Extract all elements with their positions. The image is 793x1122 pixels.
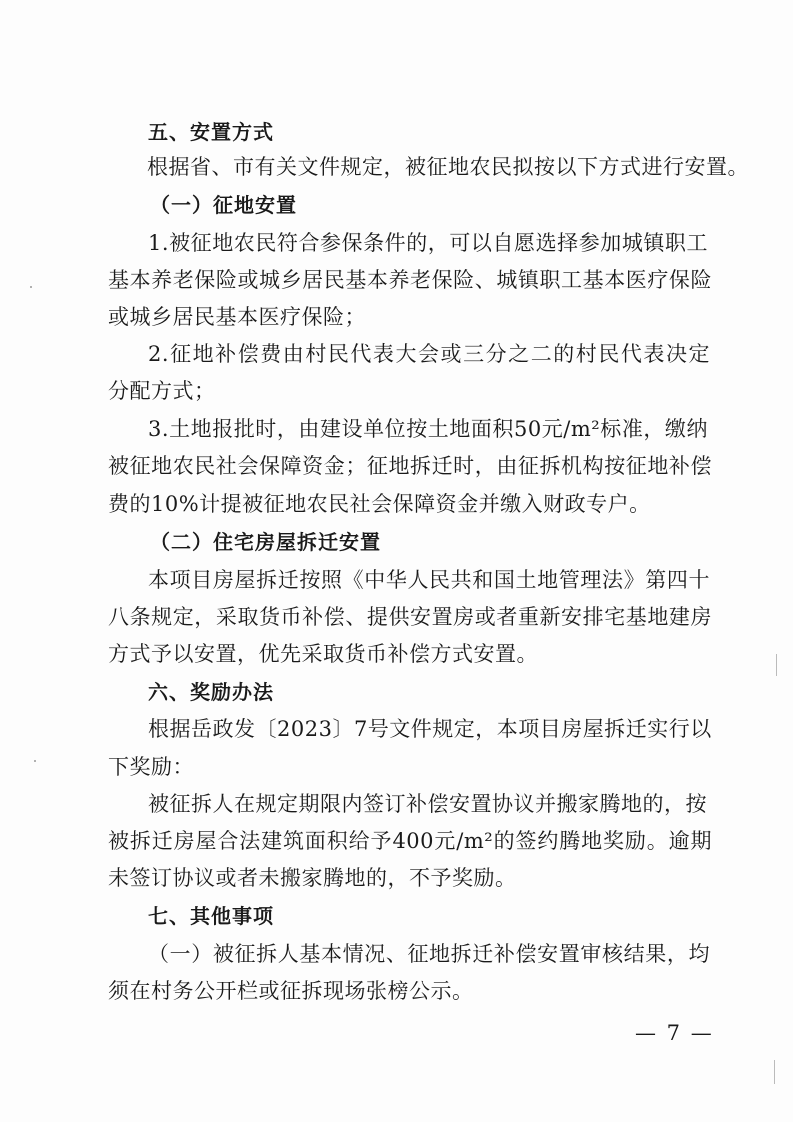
paragraph-line: 被拆迁房屋合法建筑面积给予400元/m²的签约腾地奖励。逾期 — [108, 829, 712, 853]
paragraph-line: 八条规定，采取货币补偿、提供安置房或者重新安排宅基地建房 — [108, 605, 712, 629]
paragraph-line: （一）被征拆人基本情况、征地拆迁补偿安置审核结果，均 — [148, 942, 710, 966]
paragraph-line: 根据省、市有关文件规定，被征地农民拟按以下方式进行安置。 — [147, 155, 749, 179]
paragraph-line: 方式予以安置，优先采取货币补偿方式安置。 — [108, 642, 538, 666]
paragraph-line: 根据岳政发〔2023〕7号文件规定，本项目房屋拆迁实行以 — [148, 717, 712, 741]
subsection-heading-house-demolition: （二）住宅房屋拆迁安置 — [150, 530, 381, 554]
scan-speck — [34, 760, 36, 762]
paragraph-line: 2.征地补偿费由村民代表大会或三分之二的村民代表决定 — [148, 342, 710, 366]
scan-edge-mark — [774, 1060, 775, 1084]
section-heading-resettlement: 五、安置方式 — [148, 120, 274, 144]
paragraph-line: 基本养老保险或城乡居民基本养老保险、城镇职工基本医疗保险 — [108, 268, 712, 292]
scan-speck — [30, 286, 32, 288]
paragraph-line: 被征拆人在规定期限内签订补偿安置协议并搬家腾地的，按 — [148, 792, 707, 816]
paragraph-line: 未签订协议或者未搬家腾地的，不予奖励。 — [108, 866, 517, 890]
paragraph-line: 分配方式； — [108, 379, 216, 403]
scan-edge-mark — [776, 654, 777, 676]
subsection-heading-land-resettlement: （一）征地安置 — [150, 193, 297, 217]
paragraph-line: 本项目房屋拆迁按照《中华人民共和国土地管理法》第四十 — [148, 568, 710, 592]
section-heading-other-matters: 七、其他事项 — [148, 904, 274, 928]
paragraph-line: 3.土地报批时，由建设单位按土地面积50元/m²标准，缴纳 — [148, 417, 708, 441]
paragraph-line: 须在村务公开栏或征拆现场张榜公示。 — [108, 979, 474, 1003]
paragraph-line: 费的10%计提被征地农民社会保障资金并缴入财政专户。 — [108, 492, 651, 516]
page-number: — 7 — — [635, 1021, 714, 1045]
section-heading-incentives: 六、奖励办法 — [148, 680, 274, 704]
paragraph-line: 或城乡居民基本医疗保险； — [108, 305, 366, 329]
paragraph-line: 1.被征地农民符合参保条件的，可以自愿选择参加城镇职工 — [148, 231, 708, 255]
paragraph-line: 下奖励： — [108, 755, 194, 779]
paragraph-line: 被征地农民社会保障资金；征地拆迁时，由征拆机构按征地补偿 — [108, 454, 712, 478]
